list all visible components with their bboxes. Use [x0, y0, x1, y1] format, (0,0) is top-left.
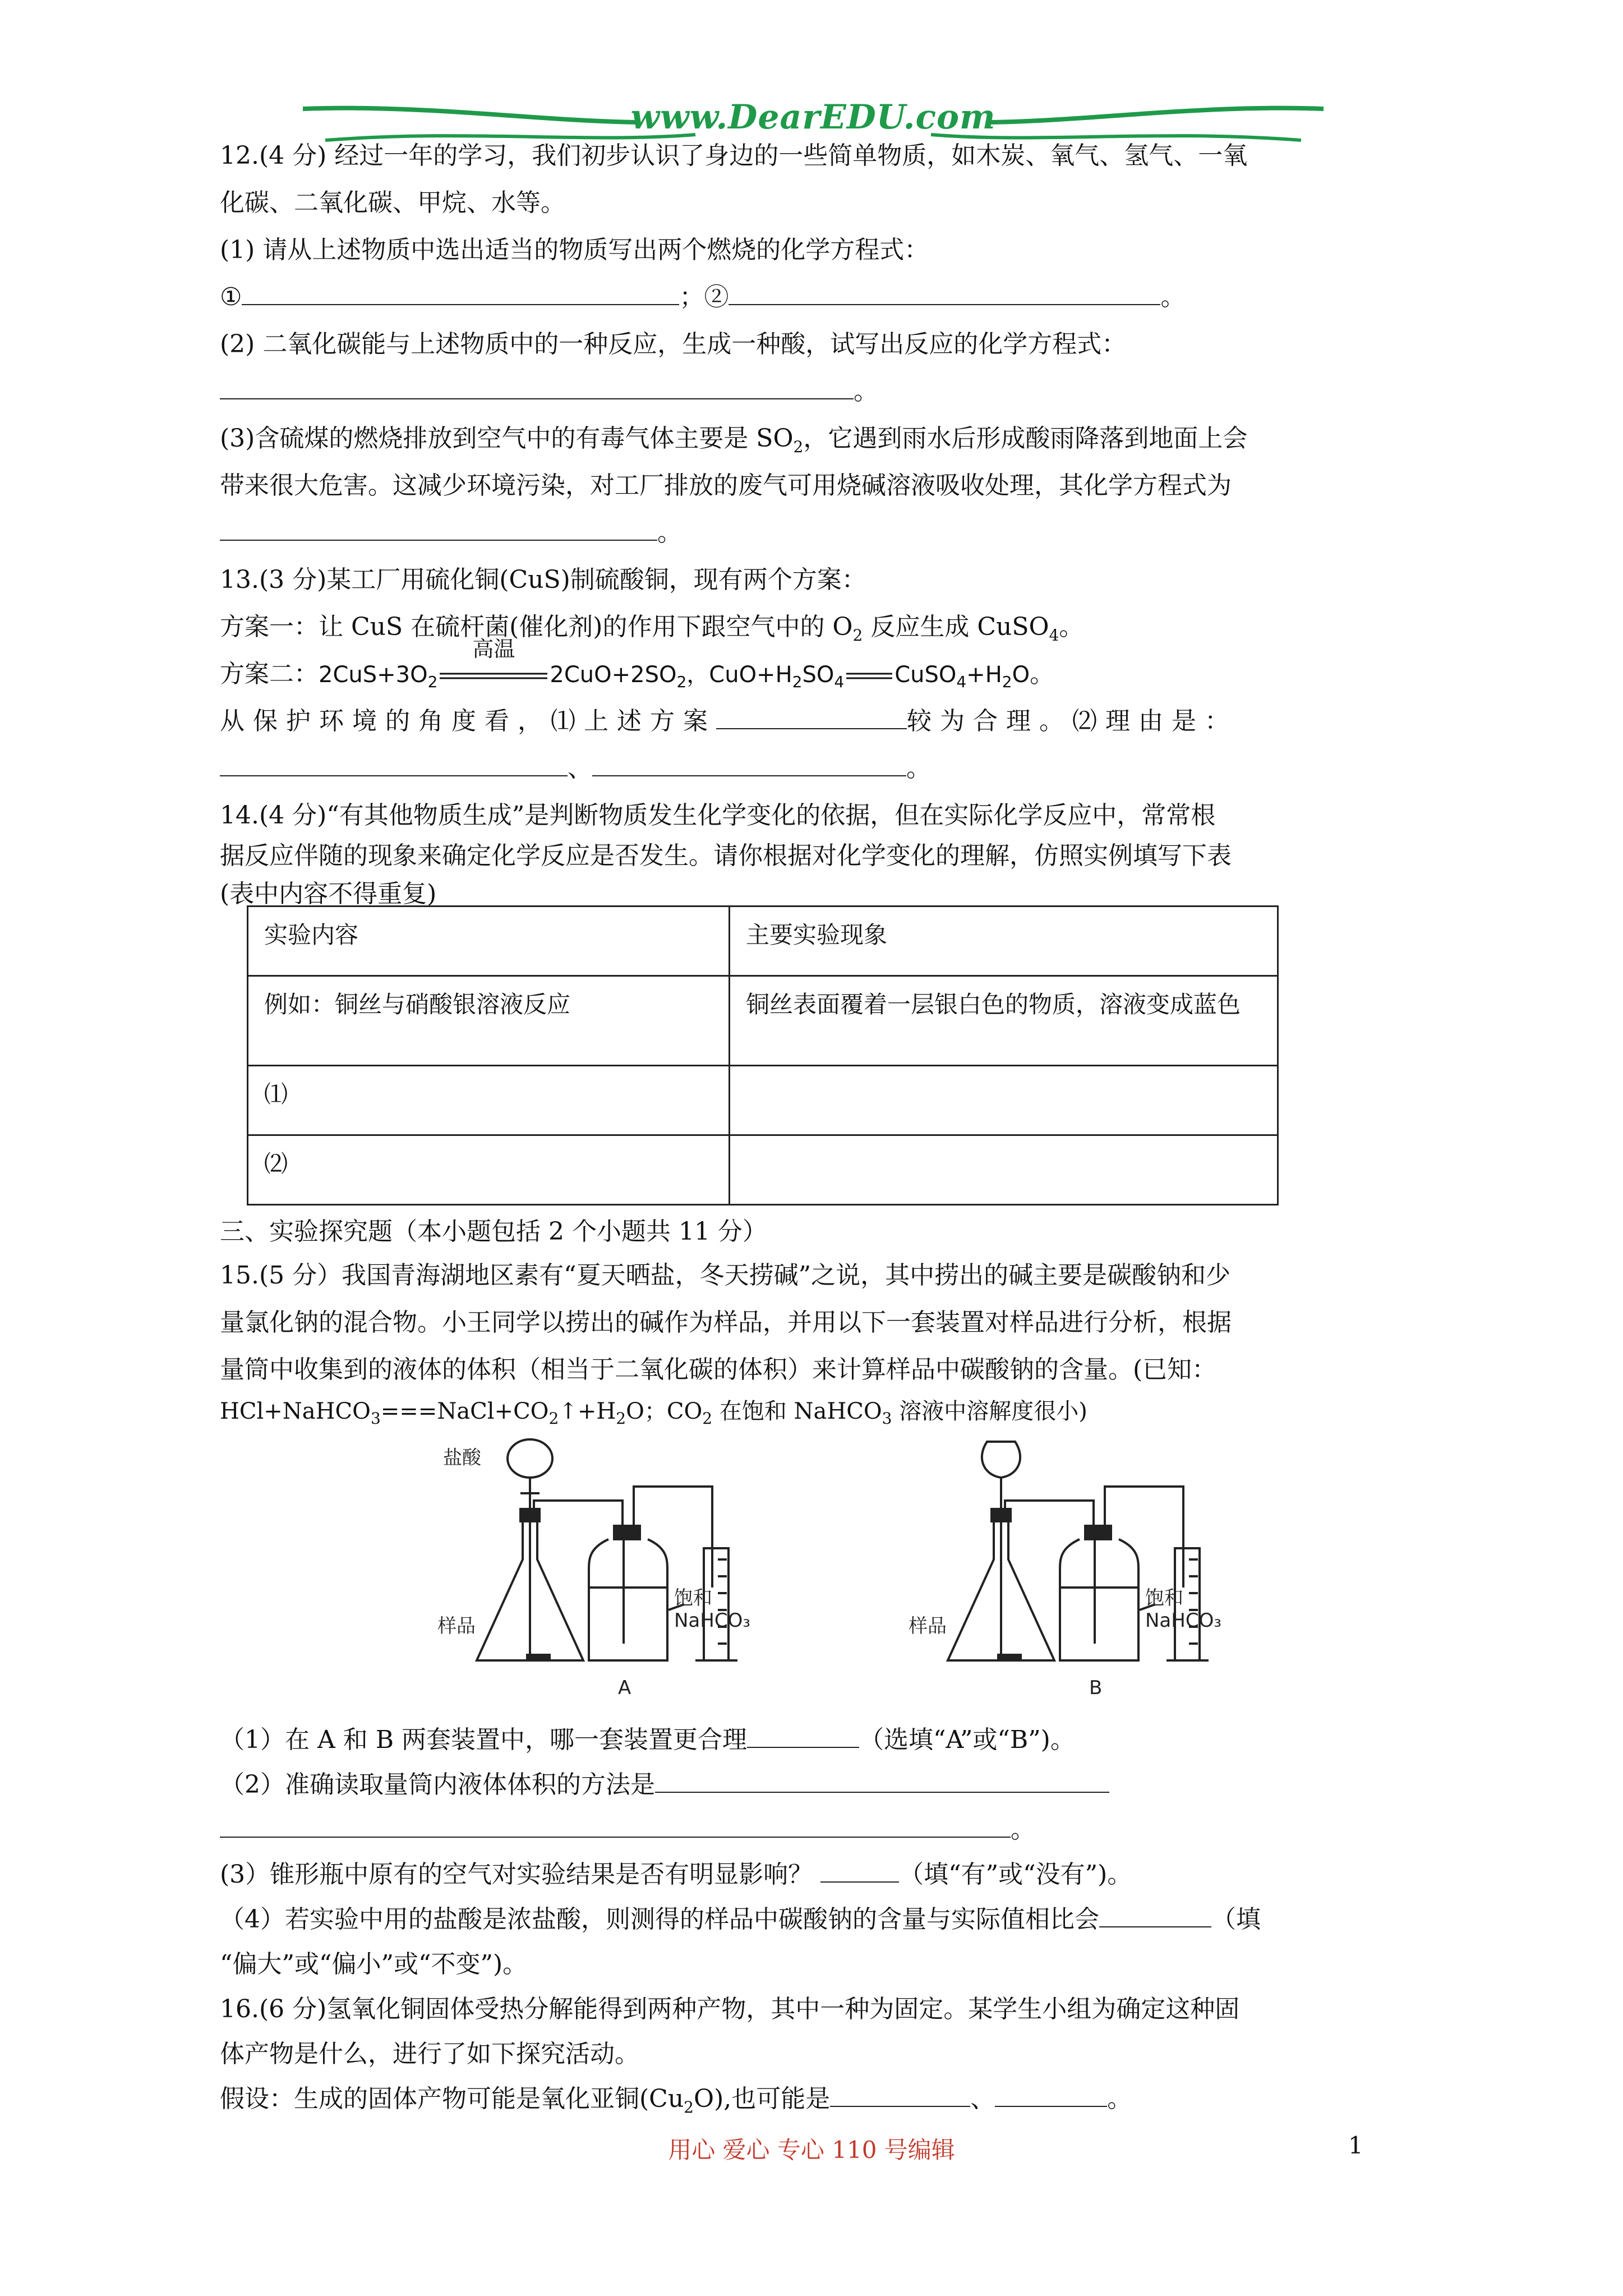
q15-line4d: O；CO [626, 1398, 703, 1424]
q16-line3c: 、 [970, 2085, 995, 2113]
q15-sub1a: （1）在 A 和 B 两套装置中，哪一套装置更合理 [220, 1726, 748, 1754]
q12-sub3c: 带来很大危害。这减少环境污染，对工厂排放的废气可用烧碱溶液吸收处理，其化学方程式为 [220, 471, 1232, 500]
q15-sub3b: （填“有”或“没有”)。 [899, 1860, 1132, 1889]
q15-sub3 [220, 1851, 1414, 1898]
q15-line4c: ↑+H [559, 1398, 616, 1424]
table-header-cell: 主要实验现象 [730, 907, 1278, 976]
label-sample-a: 样品 [437, 1615, 476, 1637]
q16-blank-1[interactable] [830, 2080, 970, 2107]
q12-sub3b: ，它遇到雨水后形成酸雨降落到地面上会 [803, 424, 1248, 453]
q12-sub2: (2) 二氧化碳能与上述物质中的一种反应，生成一种酸，试写出反应的化学方程式： [220, 330, 1127, 358]
table-row [248, 976, 1278, 1066]
q12-mark1: ① [220, 283, 242, 311]
q13-plan1b: 反应生成 CuSO [863, 613, 1049, 641]
q13-condition: 高温 [472, 637, 515, 661]
q12-blank-1[interactable] [242, 278, 679, 305]
q15-line4f: 溶液中溶解度很小) [892, 1398, 1087, 1424]
q15-sub2-end: 。 [1011, 1815, 1035, 1844]
label-acid: 盐酸 [443, 1447, 481, 1469]
q13-question [220, 698, 1414, 745]
label-sample-b: 样品 [909, 1615, 947, 1637]
q15-sub: 2 [548, 1409, 559, 1428]
q16-line3d: 。 [1107, 2085, 1132, 2113]
q15-sub2 [220, 1761, 1414, 1809]
table-cell: 铜丝表面覆着一层银白色的物质，溶液变成蓝色 [730, 976, 1278, 1066]
q15-sub2-text: （2）准确读取量筒内液体体积的方法是 [220, 1770, 655, 1799]
q15-line4e: 在饱和 NaHCO [712, 1398, 882, 1424]
q12-blank-4[interactable] [220, 514, 657, 541]
q14-line1: 14.(4 分)“有其他物质生成”是判断物质发生化学变化的依据，但在实际化学反应中，常常根 [220, 801, 1216, 830]
q13-plan1-sub2: 4 [1049, 625, 1059, 645]
q13-eq1-left: 2CuS+3O [319, 662, 428, 688]
q15-sub1 [220, 1717, 1414, 1764]
q15-blank-2[interactable] [655, 1766, 1109, 1793]
q16-line3b: O),也可能是 [694, 2085, 831, 2113]
label-nahco3-a: NaHCO₃ [674, 1609, 750, 1632]
q13-q-b: 较为合理。⑵理由是： [907, 707, 1238, 735]
q13-plan2-label: 方案二： [220, 660, 319, 688]
table-row [248, 1135, 1278, 1205]
q12-sub3a: (3)含硫煤的燃烧排放到空气中的有毒气体主要是 SO [220, 424, 794, 453]
q12-line2: 化碳、二氧化碳、甲烷、水等。 [220, 188, 565, 217]
label-saturated-b: 饱和 [1145, 1587, 1183, 1609]
q15-line1: 15.(5 分）我国青海湖地区素有“夏天晒盐，冬天捞碱”之说，其中捞出的碱主要是碳酸钠和少 [220, 1261, 1231, 1290]
q12-sub1: (1) 请从上述物质中选出适当的物质写出两个燃烧的化学方程式： [220, 236, 929, 264]
q14-line2: 据反应伴随的现象来确定化学反应是否发生。请你根据对化学变化的理解，仿照实例填写下表 [220, 841, 1232, 870]
q13-sub: 4 [834, 673, 845, 691]
q13-sub: 4 [956, 673, 967, 691]
q12-blank-3[interactable] [220, 372, 854, 399]
q15-blank-3[interactable] [220, 1811, 1011, 1838]
q15-blank-5[interactable] [1099, 1901, 1211, 1927]
q12-answer-line3 [220, 509, 1414, 556]
table-cell: 例如：铜丝与硝酸银溶液反应 [248, 976, 730, 1066]
q15-sub4 [220, 1896, 1414, 1943]
q12-end-2: 。 [854, 377, 878, 406]
q13-sub: 2 [676, 673, 687, 691]
q15-sub: 2 [702, 1409, 713, 1428]
q15-sub1b: （选填“A”或“B”)。 [859, 1726, 1075, 1754]
q13-sub: 2 [792, 673, 803, 691]
apparatus-figure [415, 1419, 1290, 1711]
q15-sub: 2 [616, 1409, 626, 1428]
q13-eq2b: SO [802, 662, 834, 688]
label-saturated-a: 饱和 [674, 1587, 712, 1609]
table-cell: ⑵ [248, 1135, 730, 1205]
site-logo-text: www.DearEDU.com [630, 98, 996, 137]
q16-line3 [220, 2076, 1414, 2131]
q15-sub: 3 [370, 1409, 381, 1428]
q13-eq1-right: 2CuO+2SO [550, 662, 677, 688]
q12-end-3: 。 [657, 518, 682, 547]
q13-line1: 13.(3 分)某工厂用硫化铜(CuS)制硫酸铜，现有两个方案： [220, 565, 866, 594]
q15-sub: 3 [882, 1409, 892, 1428]
q13-plan1a: 方案一：让 CuS 在硫杆菌(催化剂)的作用下跟空气中的 O [220, 613, 853, 641]
q13-plan2-end: 。 [1030, 660, 1055, 688]
q15-line3: 量筒中收集到的液体的体积（相当于二氧化碳的体积）来计算样品中碳酸钠的含量。(已知： [220, 1355, 1217, 1384]
table-header-cell: 实验内容 [248, 907, 730, 976]
q13-q-end: 。 [906, 754, 931, 783]
q15-line4b: ===NaCl+CO [380, 1398, 549, 1424]
q15-line2: 量氯化钠的混合物。小王同学以捞出的碱作为样品，并用以下一套装置对样品进行分析，根据 [220, 1308, 1232, 1337]
q15-blank-1[interactable] [747, 1721, 859, 1748]
q13-eq2e: O [1012, 662, 1030, 688]
q13-equals-sign [844, 670, 895, 682]
q12-end: 。 [1160, 283, 1186, 311]
q12-sep: ；② [679, 283, 729, 311]
table-cell: ⑴ [248, 1066, 730, 1135]
q13-plan1c: 。 [1059, 613, 1084, 641]
q15-blank-4[interactable] [820, 1856, 899, 1883]
q12-answer-line2 [220, 368, 1414, 415]
q13-sub: 2 [427, 673, 438, 691]
table-cell-input[interactable] [730, 1135, 1278, 1205]
q16-line1: 16.(6 分)氢氧化铜固体受热分解能得到两种产物，其中一种为固定。某学生小组为确定这种固 [220, 1995, 1240, 2023]
q13-blank-2[interactable] [220, 749, 568, 776]
q13-plan1-sub: 2 [852, 625, 863, 645]
table-cell-input[interactable] [730, 1066, 1278, 1135]
q13-q-a: 从保护环境的角度看，⑴上述方案 [220, 707, 716, 735]
label-nahco3-b: NaHCO₃ [1145, 1609, 1221, 1632]
q16-line2: 体产物是什么，进行了如下探究活动。 [220, 2040, 639, 2068]
q16-line3a: 假设：生成的固体产物可能是氧化亚铜(Cu [220, 2085, 684, 2113]
table-header-row [248, 907, 1278, 976]
q14-line3: (表中内容不得重复) [220, 880, 437, 908]
section-3-heading: 三、实验探究题（本小题包括 2 个小题共 11 分） [220, 1217, 767, 1246]
q13-eq2: ，CuO+H [686, 662, 792, 688]
q14-table [247, 905, 1279, 1205]
q13-q-c: 、 [568, 754, 592, 783]
q12-blank-2[interactable] [728, 278, 1160, 305]
q13-blank-1[interactable] [716, 702, 907, 729]
q12-answer-line1 [220, 274, 1414, 321]
q12-sub3a-sub: 2 [793, 437, 804, 456]
q13-eq-arrow [437, 637, 550, 698]
label-a: A [618, 1677, 631, 1699]
label-b: B [1089, 1677, 1103, 1699]
q15-sub2-line2 [220, 1806, 1414, 1853]
q15-sub3a: (3）锥形瓶中原有的空气对实验结果是否有明显影响？ [220, 1860, 813, 1889]
q13-eq2c: CuSO [895, 662, 957, 688]
q13-eq2d: +H [966, 662, 1002, 688]
q13-answer-line [220, 745, 1414, 792]
page-number: 1 [1348, 2132, 1363, 2159]
q15-sub4b: （填 [1211, 1905, 1261, 1934]
footer-text: 用心 爱心 专心 110 号编辑 [668, 2136, 955, 2164]
q15-line4a: HCl+NaHCO [220, 1398, 371, 1424]
q16-blank-2[interactable] [995, 2080, 1107, 2107]
q15-sub4a: （4）若实验中用的盐酸是浓盐酸，则测得的样品中碳酸钠的含量与实际值相比会 [220, 1905, 1099, 1934]
q15-sub4c: “偏大”或“偏小”或“不变”)。 [220, 1950, 528, 1978]
table-row [248, 1066, 1278, 1135]
q13-sub: 2 [1002, 673, 1012, 691]
q12-line1: 12.(4 分) 经过一年的学习，我们初步认识了身边的一些简单物质，如木炭、氧气、氢气、一氧 [220, 141, 1248, 170]
q13-blank-3[interactable] [592, 749, 906, 776]
q16-sub: 2 [684, 2097, 694, 2116]
